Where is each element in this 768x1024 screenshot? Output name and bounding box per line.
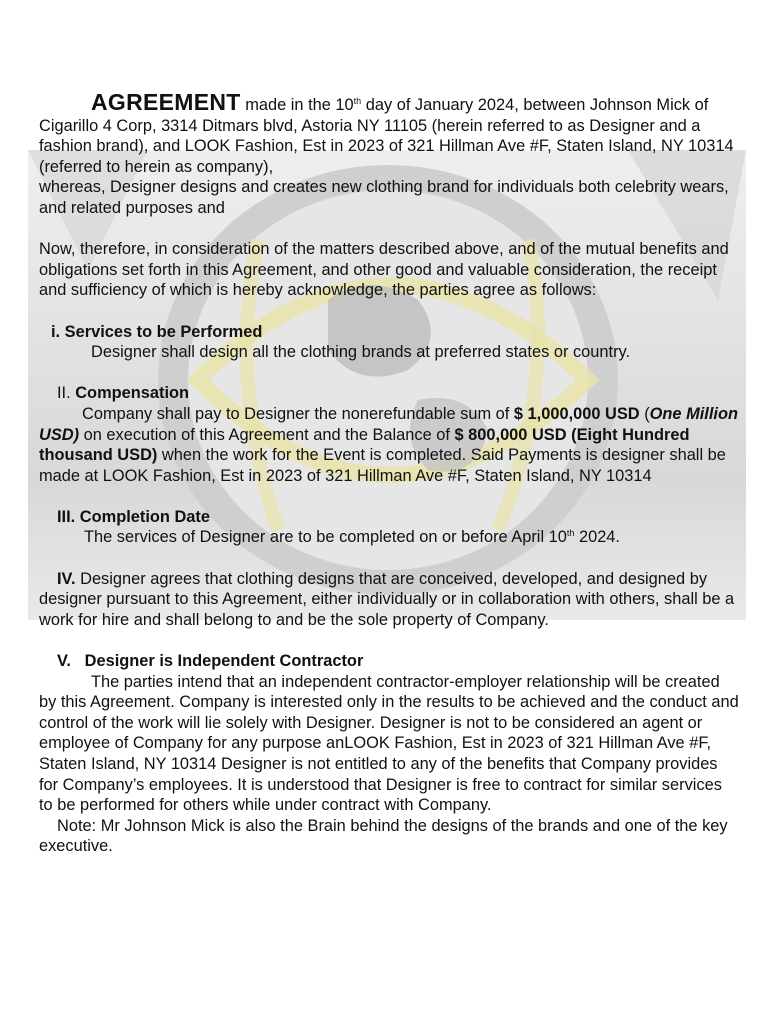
amount-one-million: $ 1,000,000 USD xyxy=(513,404,640,423)
agreement-intro: AGREEMENT made in the 10th day of January 2024, between Johnson Mick of Cigarillo 4 Corp, 3314 Ditmars blvd, Astoria NY 11105 (herein referred to as Designer and a fashion brand), and LOOK Fashion, Est in 2023 of 321 Hillman Ave #F, Staten Island, NY 10314 (referred to herein as company), xyxy=(39,89,734,176)
section-services-body: Designer shall design all the clothing brands at preferred states or country. xyxy=(91,343,631,362)
whereas-clause: whereas, Designer designs and creates new clothing brand for individuals both celebrity wears, and related purposes and xyxy=(39,178,729,217)
section-contractor-body: The parties intend that an independent contractor-employer relationship will be created by this Agreement. Company is interested only in the results to be achieved and the conduct and control of the work will lie solely with Designer. Designer is not to be considered an agent or employee of Company for any purpose anLOOK Fashion, Est in 2023 of 321 Hillman Ave #F, Staten Island, NY 10314 Designer is not entitled to any of the benefits that Company provides for Company’s employees. It is understood that Designer is free to contract for similar services to be performed for others while under contract with Company. xyxy=(39,672,739,815)
section-completion-heading: III. Completion Date xyxy=(57,507,210,526)
agreement-document xyxy=(39,89,739,857)
section-contractor-heading: V. Designer is Independent Contractor xyxy=(57,652,364,671)
section-services-heading: i. Services to be Performed xyxy=(51,322,263,341)
agreement-title: AGREEMENT xyxy=(91,89,241,115)
section-compensation-body: Company shall pay to Designer the nonerefundable sum of $ 1,000,000 USD (One Million USD) on execution of this Agreement and the Balance of $ 800,000 USD (Eight Hundred thousand USD) when the work for the Event is completed. Said Payments is designer shall be made at LOOK Fashion, Est in 2023 of 321 Hillman Ave #F, Staten Island, NY 10314 xyxy=(39,404,738,485)
amount-eight-hundred-thousand: $ 800,000 USD (Eight Hundred thousand USD) xyxy=(39,425,690,465)
section-work-for-hire: IV. Designer agrees that clothing designs that are conceived, developed, and designed by designer pursuant to this Agreement, either individually or in collaboration with others, shall be a work for hire and shall belong to and be the sole property of Company. xyxy=(39,569,735,629)
now-therefore-clause: Now, therefore, in consideration of the matters described above, and of the mutual benefits and obligations set forth in this Agreement, and other good and valuable consideration, the receipt and sufficiency of which is hereby acknowledge, the parties agree as follows: xyxy=(39,240,729,300)
section-compensation-heading: II. Compensation xyxy=(57,384,190,403)
executive-note: Note: Mr Johnson Mick is also the Brain behind the designs of the brands and one of the key executive. xyxy=(39,816,728,856)
section-completion-body: The services of Designer are to be completed on or before April 10th 2024. xyxy=(84,528,620,547)
